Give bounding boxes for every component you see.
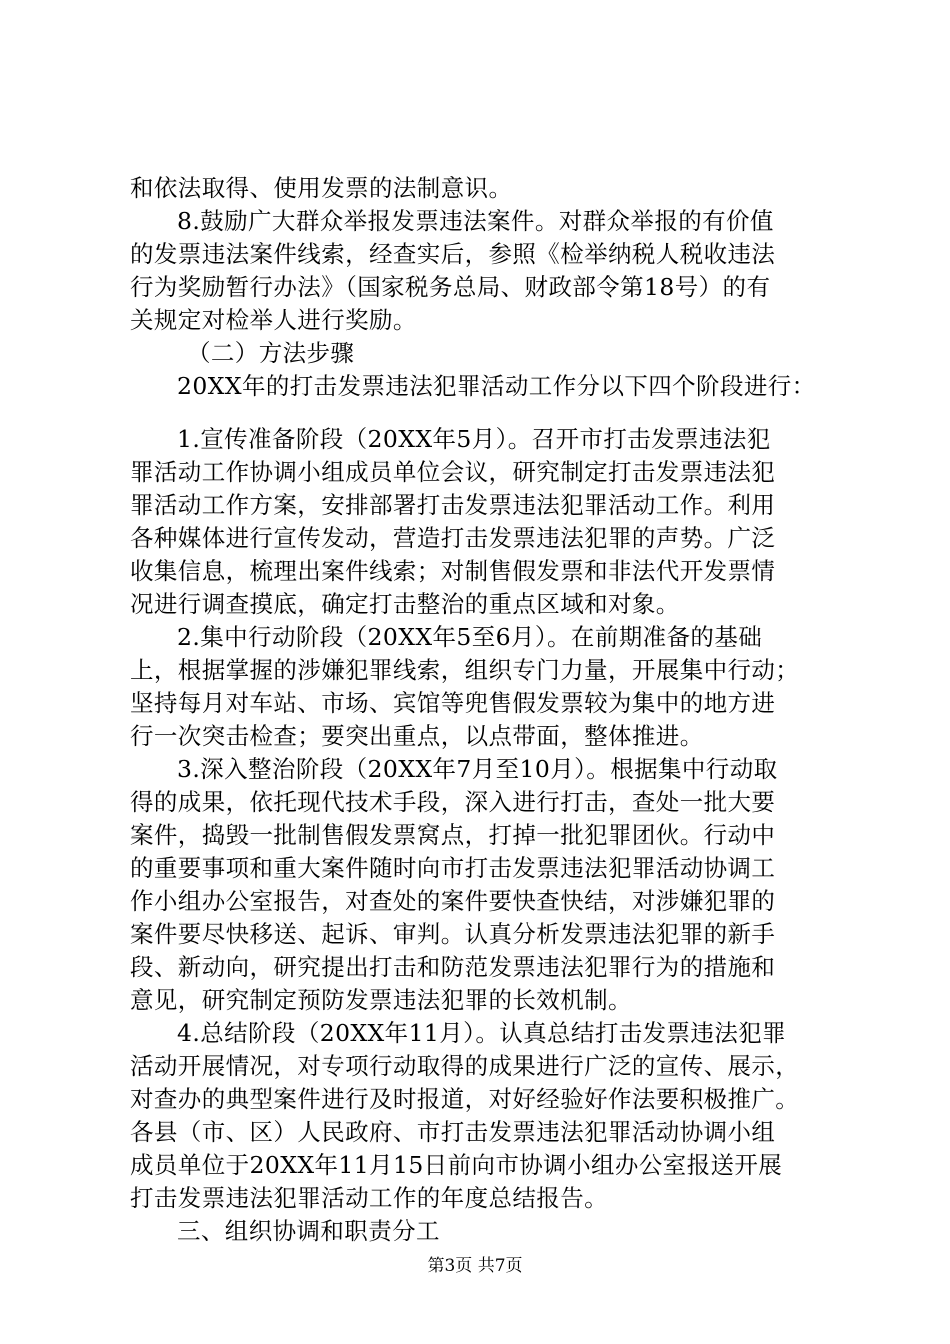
- paragraph-item-8: 8.鼓励广大群众举报发票违法案件。对群众举报的有价值: [177, 207, 774, 235]
- section-heading-methods: （二）方法步骤: [187, 339, 355, 367]
- text-line: 行一次突击检查；要突出重点，以点带面，整体推进。: [130, 722, 704, 750]
- paragraph-intro: 20XX年的打击发票违法犯罪活动工作分以下四个阶段进行：: [177, 372, 816, 400]
- paragraph-gap: [130, 403, 850, 423]
- text-line: 况进行调查摸底，确定打击整治的重点区域和对象。: [130, 590, 680, 618]
- paragraph-stage-2: 2.集中行动阶段（20XX年5至6月）。在前期准备的基础: [177, 623, 763, 651]
- text-line: 意见，研究制定预防发票违法犯罪的长效机制。: [130, 986, 632, 1014]
- text-line: 对查办的典型案件进行及时报道，对好经验好作法要积极推广。: [130, 1085, 800, 1113]
- paragraph-stage-1: 1.宣传准备阶段（20XX年5月）。召开市打击发票违法犯: [177, 425, 771, 453]
- text-line: 上，根据掌握的涉嫌犯罪线索，组织专门力量，开展集中行动；: [130, 656, 800, 684]
- text-line: 成员单位于20XX年11月15日前向市协调小组办公室报送开展: [130, 1151, 783, 1179]
- text-line: 案件，捣毁一批制售假发票窝点，打掉一批犯罪团伙。行动中: [130, 821, 776, 849]
- text-line: 关规定对检举人进行奖励。: [130, 306, 417, 334]
- text-line: 各种媒体进行宣传发动，营造打击发票违法犯罪的声势。广泛: [130, 524, 776, 552]
- paragraph-stage-4: 4.总结阶段（20XX年11月）。认真总结打击发票违法犯罪: [177, 1019, 787, 1047]
- text-line: 得的成果，依托现代技术手段，深入进行打击，查处一批大要: [130, 788, 776, 816]
- text-line: 的重要事项和重大案件随时向市打击发票违法犯罪活动协调工: [130, 854, 776, 882]
- text-line: 和依法取得、使用发票的法制意识。: [130, 174, 513, 202]
- text-line: 各县（市、区）人民政府、市打击发票违法犯罪活动协调小组: [130, 1118, 776, 1146]
- text-line: 坚持每月对车站、市场、宾馆等兜售假发票较为集中的地方进: [130, 689, 776, 717]
- text-line: 作小组办公室报告，对查处的案件要快查快结，对涉嫌犯罪的: [130, 887, 776, 915]
- text-line: 行为奖励暂行办法》（国家税务总局、财政部令第18号）的有: [130, 273, 771, 301]
- paragraph-stage-3: 3.深入整治阶段（20XX年7月至10月）。根据集中行动取: [177, 755, 778, 783]
- text-line: 罪活动工作方案，安排部署打击发票违法犯罪活动工作。利用: [130, 491, 776, 519]
- text-line: 的发票违法案件线索，经查实后，参照《检举纳税人税收违法: [130, 240, 776, 268]
- page-footer: 第3页 共7页: [427, 1256, 523, 1276]
- text-line: 打击发票违法犯罪活动工作的年度总结报告。: [130, 1184, 608, 1212]
- text-line: 收集信息，梳理出案件线索；对制售假发票和非法代开发票情: [130, 557, 776, 585]
- text-line: 活动开展情况，对专项行动取得的成果进行广泛的宣传、展示，: [130, 1052, 800, 1080]
- document-body: [130, 172, 850, 1248]
- section-heading-organization: 三、组织协调和职责分工: [177, 1217, 440, 1245]
- text-line: 案件要尽快移送、起诉、审判。认真分析发票违法犯罪的新手: [130, 920, 776, 948]
- text-line: 罪活动工作协调小组成员单位会议，研究制定打击发票违法犯: [130, 458, 776, 486]
- text-line: 段、新动向，研究提出打击和防范发票违法犯罪行为的措施和: [130, 953, 776, 981]
